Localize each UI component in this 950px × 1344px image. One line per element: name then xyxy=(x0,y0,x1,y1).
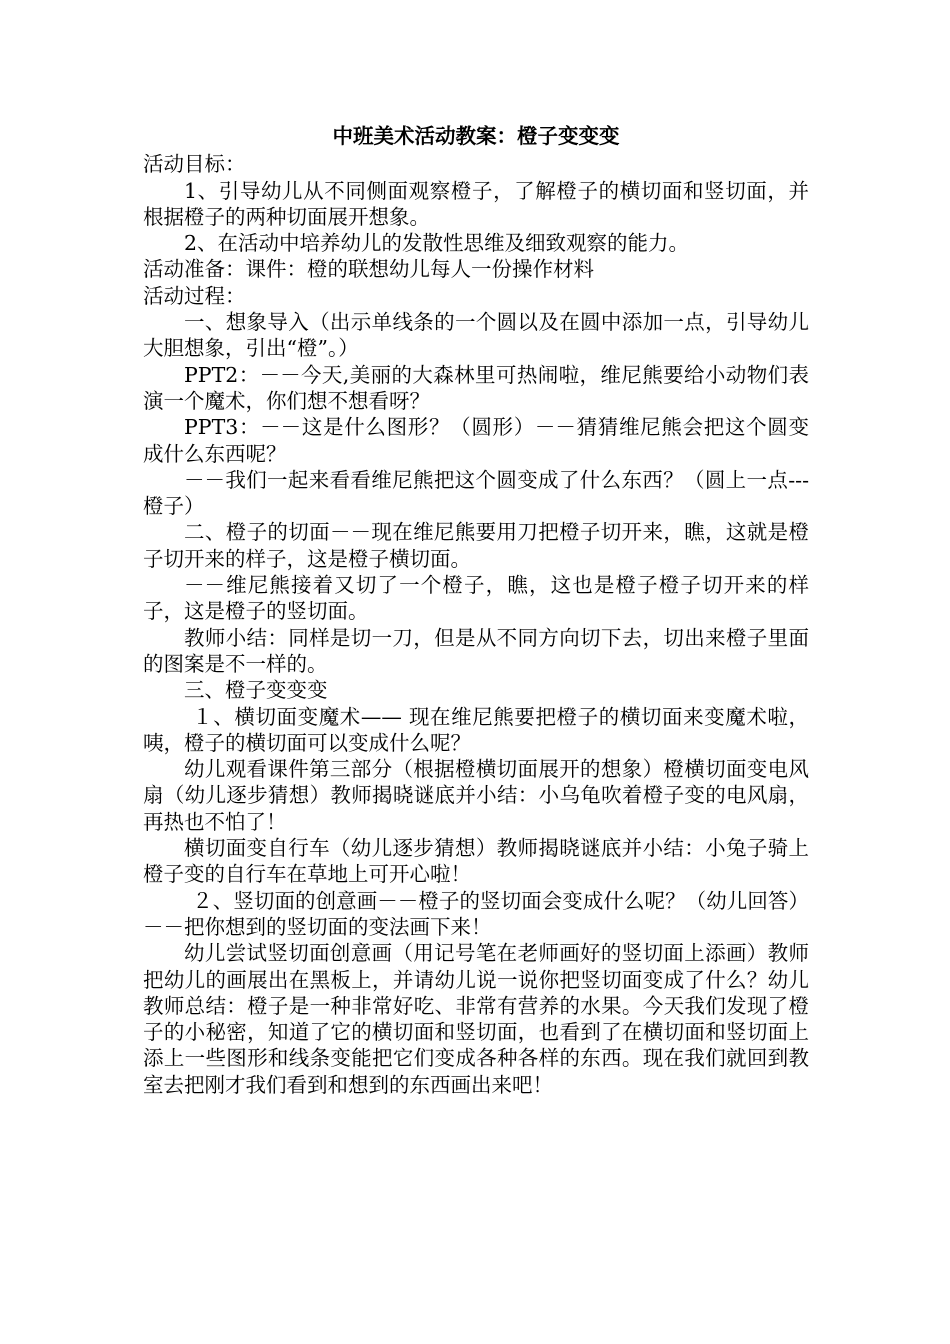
goal-item-1: 1、引导幼儿从不同侧面观察橙子，了解橙子的横切面和竖切面，并根据橙子的两种切面展开想象。 xyxy=(143,178,809,229)
process-paragraph-creative-drawing: ２、竖切面的创意画－－橙子的竖切面会变成什么呢？（幼儿回答）－－把你想到的竖切面的变法画下来！ xyxy=(143,888,809,939)
section-heading-process: 活动过程： xyxy=(143,283,246,308)
section-heading-goals: 活动目标： xyxy=(143,152,246,177)
process-paragraph-magic: １、横切面变魔术—— 现在维尼熊要把橙子的横切面来变魔术啦，咦，橙子的横切面可以变成什么呢？ xyxy=(143,704,809,755)
process-paragraph-ppt3: PPT3：－－这是什么图形？（圆形）－－猜猜维尼熊会把这个圆变成什么东西呢？ xyxy=(143,415,809,466)
process-paragraph-reveal: －－我们一起来看看维尼熊把这个圆变成了什么东西？（圆上一点---橙子） xyxy=(143,467,809,519)
process-paragraph-fan: 幼儿观看课件第三部分（根据橙横切面展开的想象）橙横切面变电风扇（幼儿逐步猜想）教师揭晓谜底并小结：小乌龟吹着橙子变的电风扇，再热也不怕了！ xyxy=(143,757,809,834)
process-paragraph-closing: 幼儿尝试竖切面创意画（用记号笔在老师画好的竖切面上添画）教师把幼儿的画展出在黑板上，并请幼儿说一说你把竖切面变成了什么？幼儿教师总结：橙子是一种非常好吃、非常有营养的水果。今天我们发现了橙子的小秘密，知道了它的横切面和竖切面，也看到了在横切面和竖切面上添上一些图形和线条变能把它们变成各种各样的东西。现在我们就回到教室去把刚才我们看到和想到的东西画出来吧！ xyxy=(143,941,809,1097)
goal-item-2: 2、在活动中培养幼儿的发散性思维及细致观察的能力。 xyxy=(184,231,690,256)
document-body xyxy=(143,123,809,1098)
process-paragraph-bicycle: 横切面变自行车（幼儿逐步猜想）教师揭晓谜底并小结：小兔子骑上橙子变的自行车在草地上可开心啦！ xyxy=(143,836,809,887)
section-heading-preparation: 活动准备：课件：橙的联想幼儿每人一份操作材料 xyxy=(143,257,594,282)
process-paragraph-vertical-section: －－维尼熊接着又切了一个橙子，瞧，这也是橙子橙子切开来的样子，这是橙子的竖切面。 xyxy=(143,573,809,624)
process-paragraph-intro: 一、想象导入（出示单线条的一个圆以及在圆中添加一点，引导幼儿大胆想象，引出“橙”。） xyxy=(143,310,809,361)
process-heading-part-three: 三、橙子变变变 xyxy=(184,678,328,703)
document-title: 中班美术活动教案：橙子变变变 xyxy=(332,124,620,148)
process-paragraph-teacher-summary: 教师小结：同样是切一刀，但是从不同方向切下去，切出来橙子里面的图案是不一样的。 xyxy=(143,625,809,676)
process-paragraph-ppt2: PPT2：－－今天,美丽的大森林里可热闹啦，维尼熊要给小动物们表演一个魔术，你们想不想看呀？ xyxy=(143,362,809,413)
process-paragraph-cross-section: 二、橙子的切面－－现在维尼熊要用刀把橙子切开来，瞧，这就是橙子切开来的样子，这是橙子横切面。 xyxy=(143,520,809,571)
